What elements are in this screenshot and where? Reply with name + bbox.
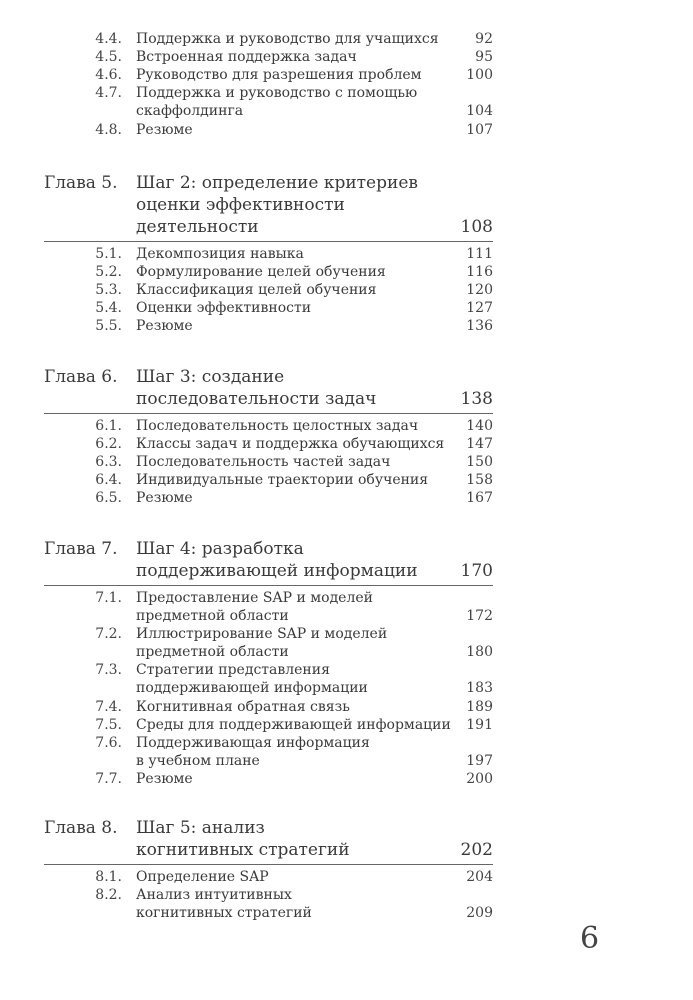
entry-title-line: Стратегии представления [136,662,330,679]
entry-title-line: Оценки эффективности [136,300,312,317]
chapter-title-line: оценки эффективности [136,195,345,215]
entry-title [136,263,456,281]
entry-title-line: Поддержка и руководство для учащихся [136,31,439,47]
entry-title-line: в учебном плане [136,752,260,769]
entry-number: 4.4. [95,31,122,47]
chapter-title [136,172,436,238]
chapter-title-line: деятельности [136,217,259,237]
entry-number: 7.6. [95,734,122,751]
entry-page-number: 116 [466,264,493,281]
entry-title [136,245,456,263]
toc-entry[interactable] [0,471,693,489]
toc-entry[interactable] [0,435,693,453]
entry-title [136,489,456,507]
entry-title-line: Руководство для разрешения проблем [136,67,422,84]
page-number: 6 [580,921,600,956]
chapter-title [136,538,436,582]
entry-title-line: Анализ интуитивных [136,887,292,904]
entry-number: 4.5. [95,49,122,66]
chapter-title-line: Шаг 5: анализ [136,818,265,838]
chapter-title-line: Шаг 4: разработка [136,539,304,559]
entry-page-number: 209 [466,905,493,922]
entry-title [136,734,456,770]
entry-page-number: 189 [466,698,493,715]
entry-title-line: Когнитивная обратная связь [136,698,350,715]
entry-title-line: Предоставление SAP и моделей [136,590,373,606]
entry-page-number: 180 [466,644,493,661]
entry-number: 5.4. [95,300,122,317]
entry-page-number: 147 [466,436,493,453]
entry-title-line: Определение SAP [136,869,269,885]
entry-number: 7.3. [95,662,122,679]
entry-number: 6.4. [95,472,122,489]
entry-page-number: 204 [466,869,493,885]
entry-page-number: 150 [466,454,493,471]
entry-page-number: 120 [466,282,493,299]
chapter-title-line: Шаг 3: создание [136,367,285,387]
entry-page-number: 107 [466,121,493,138]
toc-entry[interactable] [0,121,693,139]
chapter-heading[interactable] [0,366,693,410]
entry-title [136,589,456,625]
entry-title [136,435,456,453]
entry-title [136,471,456,489]
chapter-page-number: 202 [460,840,493,860]
entry-title [136,317,456,335]
entry-title-line: Встроенная поддержка задач [136,49,357,66]
entry-number: 6.3. [95,454,122,471]
entry-title-line: Резюме [136,490,193,507]
toc-entry[interactable] [0,30,693,48]
entry-page-number: 167 [466,490,493,507]
chapter-title-line: поддерживающей информации [136,561,418,581]
chapter-label: Глава 6. [44,367,118,387]
entry-number: 7.7. [95,771,122,787]
entry-page-number: 191 [466,716,493,733]
entry-title-line: Поддержка и руководство с помощью [136,85,418,102]
entry-number: 4.8. [95,121,122,138]
entry-number: 7.4. [95,698,122,715]
entry-title-line: Последовательность целостных задач [136,418,419,434]
entry-number: 5.2. [95,264,122,281]
toc-entry[interactable] [0,417,693,435]
entry-page-number: 158 [466,472,493,489]
toc-entry[interactable] [0,716,693,734]
entry-title [136,886,456,922]
chapter-divider [44,864,493,865]
entry-number: 4.7. [95,85,122,102]
chapter-title-line: когнитивных стратегий [136,840,350,860]
entry-title-line: Формулирование целей обучения [136,264,386,281]
entry-number: 4.6. [95,67,122,84]
entry-number: 5.1. [95,246,122,262]
entry-title-line: Классы задач и поддержка обучающихся [136,436,445,453]
entry-number: 6.5. [95,490,122,507]
entry-title-line: Поддерживающая информация [136,734,370,751]
entry-page-number: 104 [466,103,493,120]
entry-title-line: Классификация целей обучения [136,282,377,299]
entry-title-line: когнитивных стратегий [136,905,312,922]
chapter-title-line: последовательности задач [136,389,377,409]
entry-title [136,770,456,788]
entry-number: 7.2. [95,626,122,643]
chapter-heading[interactable] [0,817,693,861]
entry-title-line: Среды для поддерживающей информации [136,716,451,733]
chapter-label: Глава 7. [44,539,118,559]
toc-entry[interactable] [0,84,693,120]
entry-page-number: 140 [466,418,493,434]
entry-page-number: 200 [466,771,493,787]
chapter-label: Глава 8. [44,818,118,838]
entry-title [136,48,456,66]
entry-title-line: предметной области [136,608,289,624]
toc-entry[interactable] [0,698,693,716]
chapter-title-line: Шаг 2: определение критериев [136,173,418,193]
entry-number: 7.5. [95,716,122,733]
toc-entry[interactable] [0,281,693,299]
entry-title [136,121,456,139]
entry-number: 7.1. [95,590,122,606]
toc-entry[interactable] [0,625,693,661]
entry-page-number: 136 [466,318,493,335]
entry-number: 5.3. [95,282,122,299]
toc-entry[interactable] [0,661,693,697]
entry-page-number: 183 [466,680,493,697]
chapter-label: Глава 5. [44,173,118,193]
toc-entry[interactable] [0,868,693,886]
entry-title-line: Резюме [136,121,193,138]
chapter-title [136,817,436,861]
entry-number: 6.1. [95,418,122,434]
entry-title [136,66,456,84]
toc-entry[interactable] [0,589,693,625]
entry-title-line: поддерживающей информации [136,680,368,697]
toc-entry[interactable] [0,48,693,66]
entry-title [136,868,456,886]
entry-number: 5.5. [95,318,122,335]
chapter-heading[interactable] [0,172,693,238]
entry-title [136,30,456,48]
toc-entry[interactable] [0,770,693,788]
entry-title-line: Резюме [136,318,193,335]
chapter-page-number: 108 [460,217,493,237]
toc-entry[interactable] [0,886,693,922]
entry-page-number: 197 [466,752,493,769]
toc-entry[interactable] [0,453,693,471]
entry-page-number: 100 [466,67,493,84]
entry-page-number: 172 [466,608,493,625]
entry-number: 8.1. [95,869,122,885]
toc-entry[interactable] [0,263,693,281]
toc-entry[interactable] [0,734,693,770]
toc-entry[interactable] [0,489,693,507]
entry-title [136,698,456,716]
entry-page-number: 95 [475,49,493,66]
entry-number: 8.2. [95,887,122,904]
entry-title-line: Последовательность частей задач [136,454,391,471]
chapter-title [136,366,436,410]
entry-title-line: Резюме [136,771,193,787]
entry-title-line: Декомпозиция навыка [136,246,304,262]
chapter-page-number: 170 [460,561,493,581]
chapter-heading[interactable] [0,538,693,582]
entry-title [136,299,456,317]
entry-title-line: предметной области [136,644,289,661]
chapter-divider [44,413,493,414]
entry-title-line: Индивидуальные траектории обучения [136,472,429,489]
entry-page-number: 92 [475,31,493,47]
entry-title-line: Иллюстрирование SAP и моделей [136,626,388,643]
entry-page-number: 127 [466,300,493,317]
entry-title [136,281,456,299]
entry-title [136,417,456,435]
entry-title [136,84,456,120]
entry-title [136,453,456,471]
chapter-divider [44,585,493,586]
toc-entry[interactable] [0,317,693,335]
entry-title [136,661,456,697]
toc-entry[interactable] [0,245,693,263]
entry-title-line: скаффолдинга [136,103,244,120]
toc-entry[interactable] [0,299,693,317]
entry-page-number: 111 [466,246,493,262]
entry-title [136,625,456,661]
toc-entry[interactable] [0,66,693,84]
chapter-divider [44,241,493,242]
entry-title [136,716,456,734]
chapter-page-number: 138 [460,389,493,409]
entry-number: 6.2. [95,436,122,453]
